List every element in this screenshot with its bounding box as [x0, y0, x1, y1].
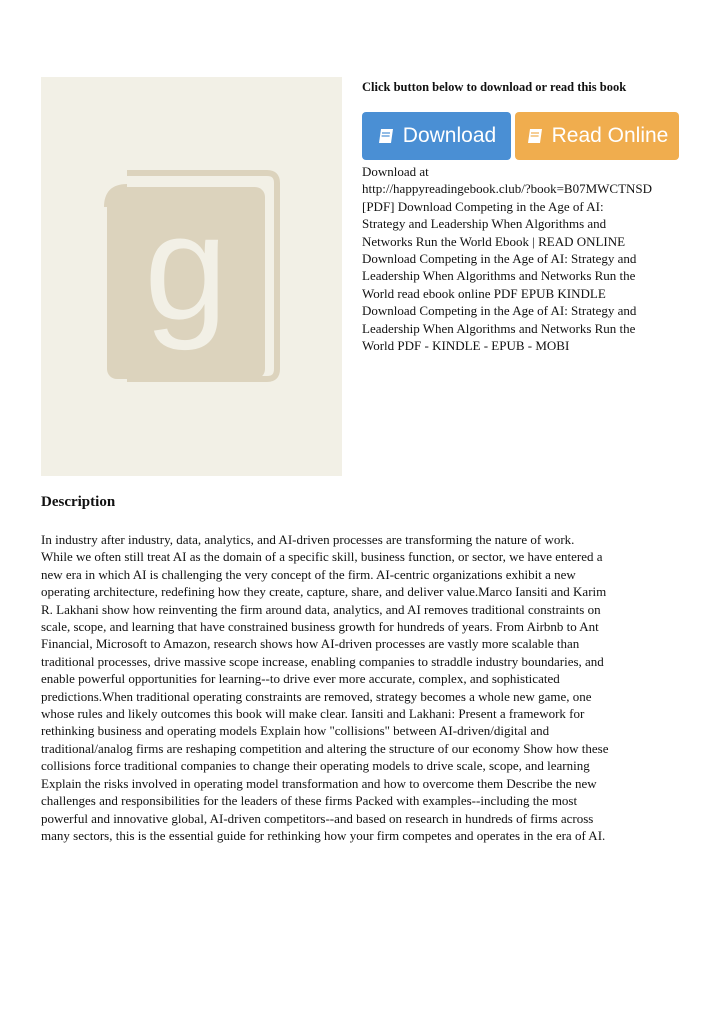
description-line: Explain the risks involved in operating model transformation and how to overcome them Describe the new — [41, 775, 597, 791]
download-links-block — [362, 163, 697, 354]
read-online-button[interactable] — [515, 112, 679, 160]
links-text-line: Strategy and Leadership When Algorithms and — [362, 216, 607, 232]
download-button[interactable] — [362, 112, 511, 160]
description-line: In industry after industry, data, analytics, and AI-driven processes are transforming the nature of work. — [41, 532, 575, 547]
description-line: Financial, Microsoft to Amazon, research shows how AI-driven processes are vastly more scalable than — [41, 636, 580, 652]
links-text-line: Download Competing in the Age of AI: Strategy and — [362, 251, 637, 267]
description-line: scale, scope, and learning that have constrained business growth for hundreds of years. From Airbnb to Ant — [41, 619, 599, 635]
description-line: challenges and responsibilities for the leaders of these firms Packed with examples--including the most — [41, 793, 578, 809]
description-line: While we often still treat AI as the domain of a specific skill, business function, or sector, we have entered a — [41, 549, 603, 565]
description-line: new era in which AI is challenging the very concept of the firm. AI-centric organizations exhibit a new — [41, 566, 576, 582]
description-line: traditional/analog firms are reshaping competition and altering the structure of our economy Show how these — [41, 740, 609, 756]
download-url-link[interactable]: http://happyreadingebook.club/?book=B07MWCTNSD — [362, 181, 653, 197]
links-text-line: Networks Run the World Ebook | READ ONLINE — [362, 233, 626, 249]
links-text-line: World read ebook online PDF EPUB KINDLE — [362, 285, 606, 301]
description-line: operating architecture, redefining how they create, capture, share, and deliver value.Marco Iansiti and Karim — [41, 584, 607, 600]
description-line: collisions force traditional companies to change their operating models to drive scale, scope, and learning — [41, 758, 590, 774]
download-button-label: Download — [402, 124, 497, 147]
book-icon — [526, 127, 544, 145]
description-line: whose rules and likely outcomes this book will make clear. Iansiti and Lakhani: Present a framework for — [41, 706, 585, 722]
links-text-line: Download Competing in the Age of AI: Strategy and — [362, 303, 637, 319]
cover-letter: g — [144, 183, 228, 351]
book-cover-placeholder — [41, 77, 342, 476]
description-heading: Description — [41, 494, 116, 510]
description-line: many sectors, this is the essential guide for rethinking how your firm competes and operates in the era of AI. — [41, 827, 606, 843]
download-at-text: Download at — [362, 164, 429, 179]
links-text-line: World PDF - KINDLE - EPUB - MOBI — [362, 338, 570, 354]
download-prompt: Click button below to download or read this book — [362, 80, 627, 94]
links-text-line: [PDF] Download Competing in the Age of AI: — [362, 198, 604, 214]
read-online-button-label: Read Online — [551, 124, 669, 147]
description-line: rethinking business and operating models Explain how "collisions" between AI-driven/digital and — [41, 723, 550, 739]
book-placeholder-icon — [41, 77, 342, 476]
description-line: powerful and innovative global, AI-driven competitors--and based on research in hundreds of firms across — [41, 810, 594, 826]
description-body — [41, 531, 681, 844]
description-line: enable powerful opportunities for learning--to drive ever more accurate, complex, and sophisticated — [41, 671, 560, 687]
links-text-line: Leadership When Algorithms and Networks Run the — [362, 268, 636, 284]
description-line: R. Lakhani show how reinventing the firm around data, analytics, and AI removes traditional constraints on — [41, 601, 601, 617]
links-text-line: Leadership When Algorithms and Networks Run the — [362, 320, 636, 336]
description-line: traditional processes, drive massive scope increase, enabling companies to straddle industry boundaries, and — [41, 653, 604, 669]
book-icon — [377, 127, 395, 145]
description-line: predictions.When traditional operating constraints are removed, strategy becomes a whole new game, one — [41, 688, 592, 704]
